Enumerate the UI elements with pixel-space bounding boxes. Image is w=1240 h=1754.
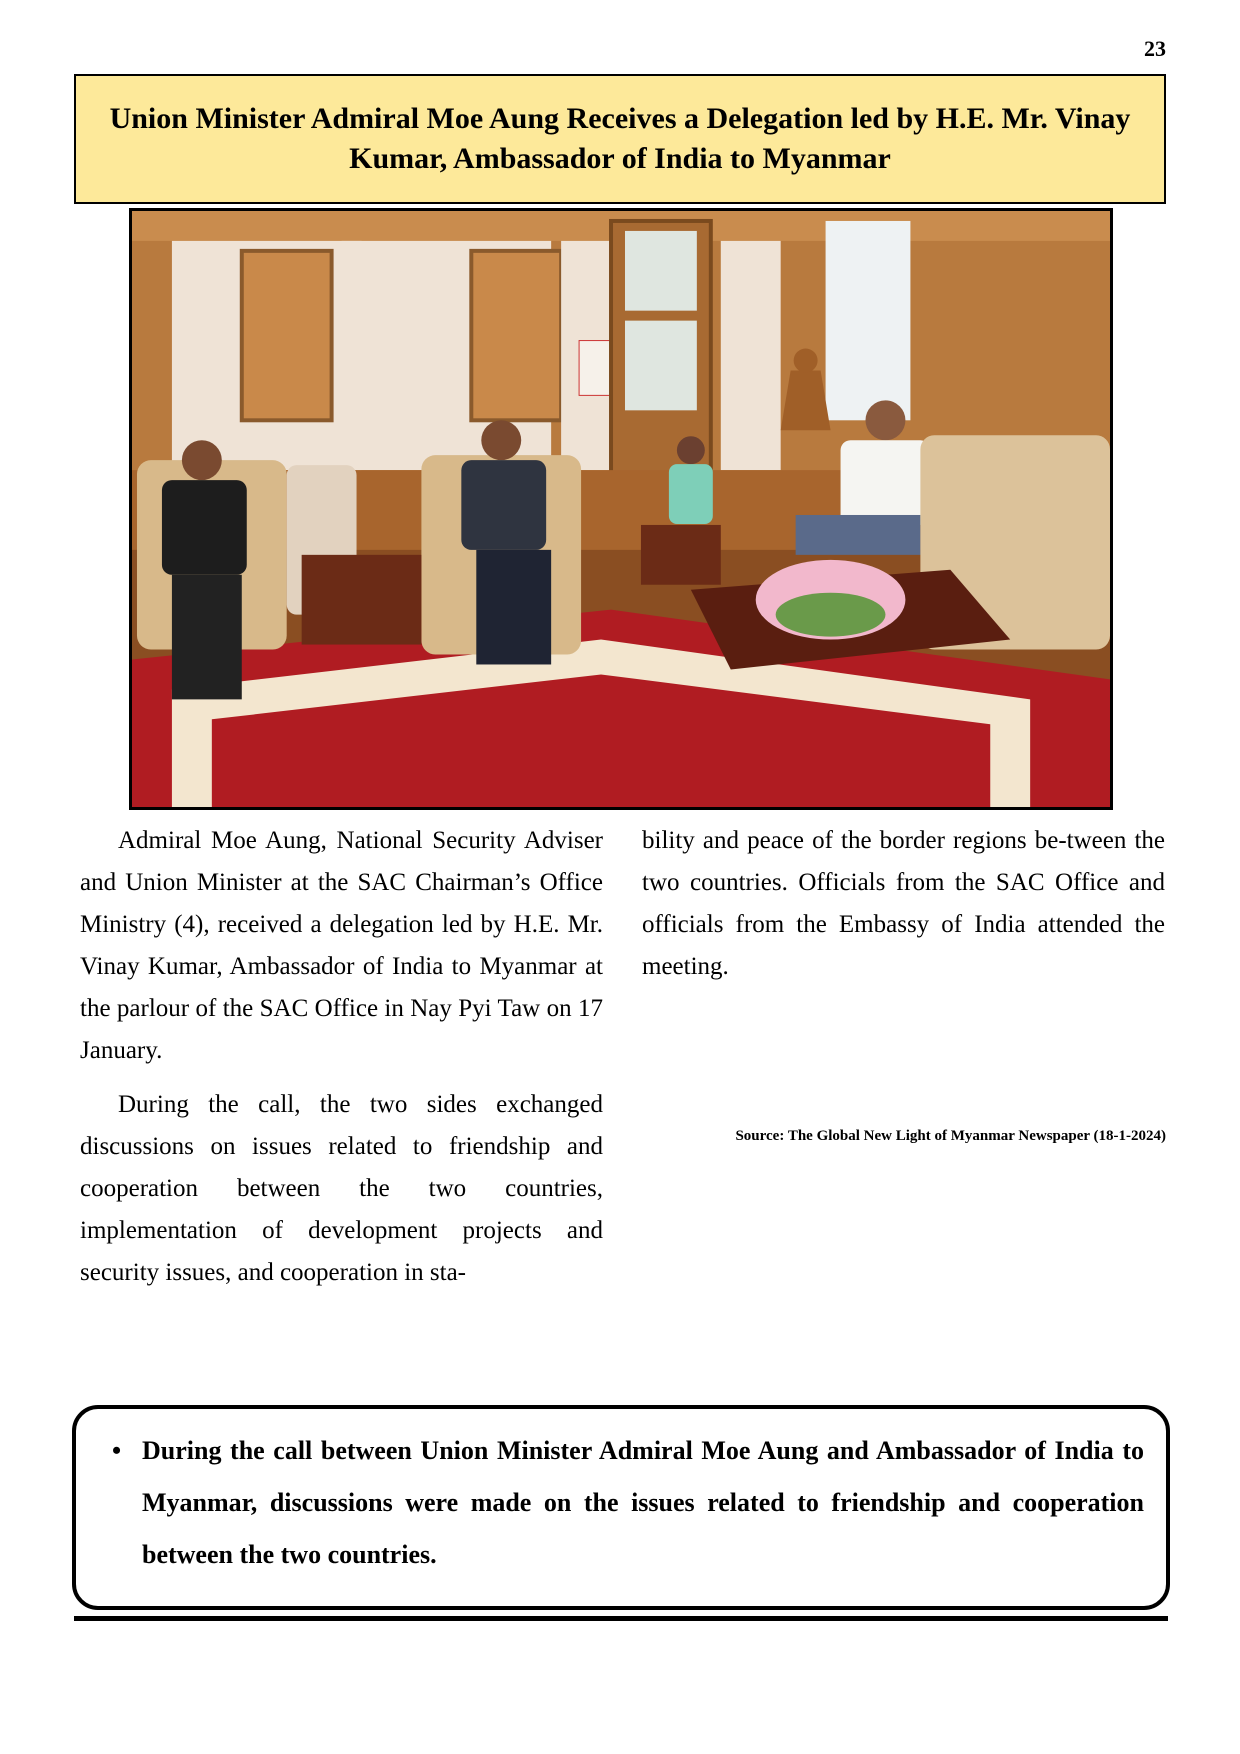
bullet-icon: • [112,1436,122,1465]
summary-item [98,1425,1144,1581]
article-paragraph: During the call, the two sides exchanged discussions on issues related to friendship and cooperation between the two countries, implementation of development projects and security issues, and cooperation in sta- [80,1091,603,1286]
article-column-left [80,820,603,1306]
page-number: 23 [1144,36,1166,61]
article-column-right [642,820,1165,1000]
summary-text: During the call between Union Minister Admiral Moe Aung and Ambassador of India to Myanmar, discussions were made on the issues related to friendship and cooperation between the two countries. [142,1436,1144,1569]
meeting-photo-illustration [132,211,1110,807]
article-title-box [74,74,1166,204]
article-paragraph: Admiral Moe Aung, National Security Adviser and Union Minister at the SAC Chairman’s Office Ministry (4), received a delegation led by H.E. Mr. Vinay Kumar, Ambassador of India to Myanmar at the parlour of the SAC Office in Nay Pyi Taw on 17 January. [80,827,603,1064]
article-paragraph: bility and peace of the border regions be-tween the two countries. Officials from the SAC Office and officials from the Embassy of India attended the meeting. [642,827,1165,980]
source-citation: Source: The Global New Light of Myanmar Newspaper (18-1-2024) [735,1128,1166,1144]
meeting-photo [129,208,1113,810]
bottom-divider [74,1616,1168,1621]
summary-box [72,1405,1170,1610]
article-title: Union Minister Admiral Moe Aung Receives a Delegation led by H.E. Mr. Vinay Kumar, Ambassador of India to Myanmar [109,102,1131,175]
